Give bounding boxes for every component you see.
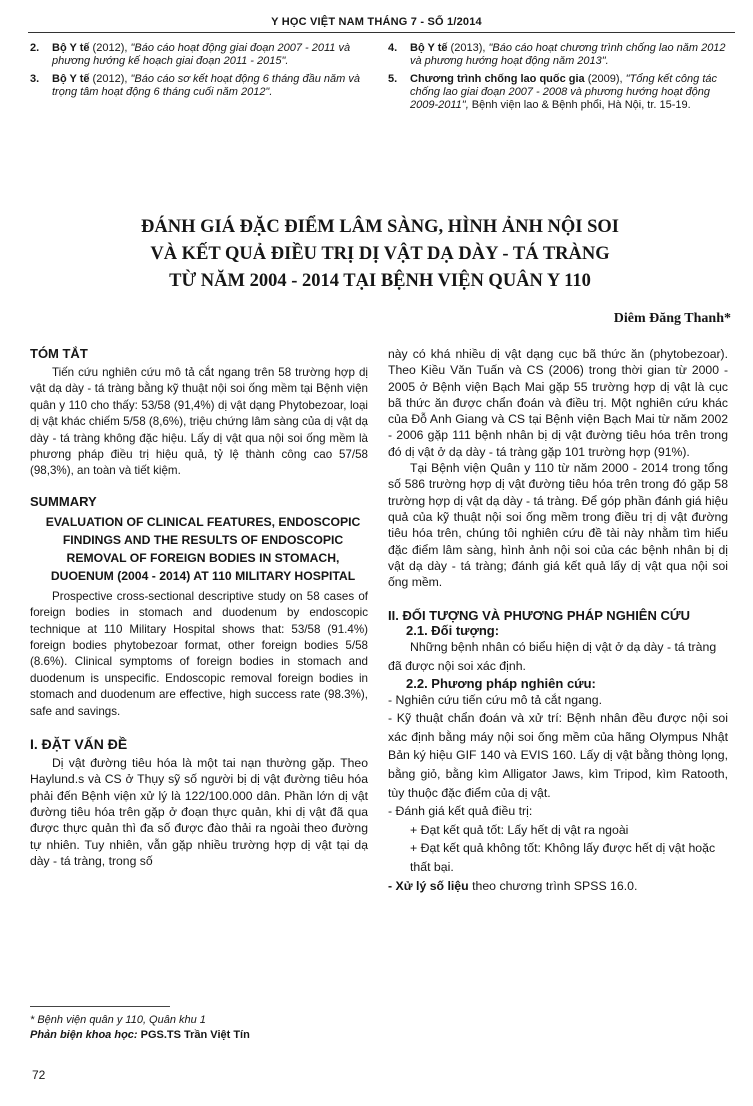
left-column bbox=[30, 346, 368, 869]
reference-year: (2012), bbox=[89, 42, 131, 54]
summary-text: Prospective cross-sectional descriptive study on 58 cases of foreign bodies in stomach and duodenum by endoscopic technique at 110 Military Hospital shows that: 53/58 (91.4%) foreign bodies phytobezoar format, other foreign bodies 5/58 (8.6%). Clinical symptoms of foreign bodies in stomach and duodenum is unspecific. Endoscopic removal foreign bodies in stomach and duodenum are effective, high success rate (98.3%), safe and savings. bbox=[30, 589, 368, 718]
reference-title: "Báo cáo hoạt động giai đoạn 2007 - 2011 và phương hướng kế hoạch giai đoạn 2011 - 2015". bbox=[52, 42, 351, 67]
footnote-affiliation: * Bệnh viện quân y 110, Quân khu 1 bbox=[30, 1014, 206, 1026]
reference-author: Bộ Y tế bbox=[410, 42, 448, 54]
reference-year: (2009), bbox=[584, 73, 626, 85]
reference-title: "Báo cáo hoạt chương trình chống lao năm 2012 và phương hướng hoạt động năm 2013". bbox=[410, 42, 726, 67]
reference-item bbox=[388, 73, 728, 112]
references-right bbox=[388, 42, 728, 117]
summary-heading: SUMMARY bbox=[30, 493, 97, 509]
subjects-text: Những bệnh nhân có biểu hiện dị vật ở dạ dày - tá tràng đã được nội soi xác định. bbox=[388, 640, 717, 674]
title-line: VÀ KẾT QUẢ ĐIỀU TRỊ DỊ VẬT DẠ DÀY - TÁ TRÀNG bbox=[150, 244, 610, 264]
introduction-heading: I. ĐẶT VẤN ĐỀ bbox=[30, 736, 128, 753]
reference-author: Bộ Y tế bbox=[52, 73, 90, 85]
english-title: EVALUATION OF CLINICAL FEATURES, ENDOSCOPIC FINDINGS AND THE RESULTS OF ENDOSCOPIC REMOVAL OF FOREIGN BODIES IN STOMACH, DUOENUM (2004 - 2014) AT 110 MILITARY HOSPITAL bbox=[45, 514, 361, 583]
abstract-heading: TÓM TẮT bbox=[30, 346, 88, 361]
reference-title: "Tổng kết công tác chống lao giai đoạn 2007 - 2008 và phương hướng hoạt động 2009-2011", bbox=[410, 73, 717, 111]
reference-author: Chương trình chống lao quốc gia bbox=[410, 73, 585, 85]
reference-rest: Bệnh viện lao & Bệnh phổi, Hà Nội, tr. 15-19. bbox=[468, 99, 691, 111]
reference-item bbox=[388, 42, 728, 68]
reference-number: 2. bbox=[30, 42, 40, 54]
introduction-continued: này có khá nhiều dị vật dạng cục bã thức ăn (phytobezoar). Theo Kiều Văn Tuấn và CS (2006) trong thời gian từ 2000 - 2005 ở Bệnh viện Bạch Mai gặp 55 trường hợp dị vật là cục bã thức ăn được chẩn đoán và điều trị. Một nghiên cứu khác của Đỗ Anh Giang và CS tại Bệnh viện Bạch Mai từ năm 2002 - 2006 gặp 111 bệnh nhân bị dị vật đường tiêu hóa trên trong đó dị vật ở dạ dày - tá tràng gặp 101 trường hợp (91%). bbox=[388, 347, 728, 459]
reference-item bbox=[30, 42, 368, 68]
abstract-text: Tiến cứu nghiên cứu mô tả cắt ngang trên 58 trường hợp dị vật dạ dày - tá tràng bằng kỹ thuật nội soi ống mềm tại Bệnh viện quân y 110 cho thấy: 53/58 (91,4%) dị vật dạng Phytobezoar, loại dị vật khác chiếm 5/58 (8,6%), triệu chứng lâm sàng của dị vật dạ dày - tá tràng không đặc hiệu. Lấy dị vật qua nội soi ống mềm là phương pháp điều trị hiệu quả, tỷ lệ thành công cao 57/58 (98,3%), an toàn và tiết kiệm. bbox=[30, 366, 368, 478]
running-header: Y HỌC VIỆT NAM THÁNG 7 - SỐ 1/2014 bbox=[271, 16, 482, 28]
title-line: TỪ NĂM 2004 - 2014 TẠI BỆNH VIỆN QUÂN Y 110 bbox=[169, 271, 591, 291]
reference-year: (2012), bbox=[89, 73, 131, 85]
method-item: - Đánh giá kết quả điều trị: bbox=[388, 804, 533, 819]
reference-year: (2013), bbox=[447, 42, 489, 54]
method-subitem: + Đạt kết quả không tốt: Không lấy được hết dị vật hoặc thất bại. bbox=[410, 841, 716, 874]
reference-item bbox=[30, 73, 368, 99]
references-left bbox=[30, 42, 368, 104]
page-number: 72 bbox=[32, 1068, 46, 1082]
footnote bbox=[30, 1013, 330, 1042]
subjects-heading: 2.1. Đối tượng: bbox=[406, 623, 500, 639]
methods-heading: II. ĐỐI TƯỢNG VÀ PHƯƠNG PHÁP NGHIÊN CỨU bbox=[388, 608, 691, 624]
reference-number: 4. bbox=[388, 42, 398, 54]
method-subitem: + Đạt kết quả tốt: Lấy hết dị vật ra ngoài bbox=[410, 822, 629, 837]
footnote-reviewer-name: PGS.TS Trần Việt Tín bbox=[140, 1028, 250, 1041]
reference-number: 5. bbox=[388, 73, 398, 85]
method-heading: 2.2. Phương pháp nghiên cứu: bbox=[406, 675, 596, 691]
introduction-paragraph-2: Tại Bệnh viện Quân y 110 từ năm 2000 - 2014 trong tổng số 586 trường hợp dị vật đường tiêu hóa trên trong đó gặp 58 trường hợp dị vật dạ dày - tá tràng. Để góp phần đánh giá hiệu quả của kỹ thuật nội soi ống mềm trong điều trị dị vật đường tiêu hóa trên, chúng tôi nghiên cứu đề tài này nhằm tìm hiểu đặc điểm lâm sàng, hình ảnh nội soi của các bệnh nhân bị dị vật dạ dày - tá tràng; đánh giá kết quả lấy dị vật qua nội soi ống mềm. bbox=[388, 461, 728, 590]
title-line: ĐÁNH GIÁ ĐẶC ĐIỂM LÂM SÀNG, HÌNH ẢNH NỘI SOI bbox=[141, 217, 619, 237]
method-item: - Kỹ thuật chẩn đoán và xử trí: Bệnh nhân đều được nội soi xác định bằng máy nội soi ống mềm của hãng Olympus Nhật Bản ký hiệu GIF 140 và EVIS 160. Lấy dị vật bằng thòng lọng, bằng giỏ, bằng kìm Alligator Jaws, kìm Tripod, kìm Ratooth, tùy thuộc đặc điểm của dị vật. bbox=[388, 711, 728, 800]
article-author: Diêm Đăng Thanh* bbox=[613, 311, 731, 326]
reference-number: 3. bbox=[30, 73, 40, 85]
method-item-bold: - Xử lý số liệu bbox=[388, 878, 469, 893]
method-item-rest: theo chương trình SPSS 16.0. bbox=[468, 878, 638, 893]
reference-author: Bộ Y tế bbox=[52, 42, 90, 54]
introduction-text: Dị vật đường tiêu hóa là một tai nạn thường gặp. Theo Haylund.s và CS ở Thụy sỹ số người bị dị vật đường tiêu hóa phải đến Bệnh viện xử lý là 122/100.000 dân. Phần lớn dị vật đường tiêu hóa trên gặp ở đoạn thực quản, khi dị vật đã qua được thực quản thì đa số được đào thải ra ngoài theo đường tự nhiên. Tuy nhiên, vẫn gặp nhiều trường hợp dị vật tại dạ dày - tá tràng, trong số bbox=[30, 756, 368, 868]
article-title bbox=[60, 214, 700, 295]
method-item: - Nghiên cứu tiến cứu mô tả cắt ngang. bbox=[388, 692, 603, 707]
reference-title: "Báo cáo sơ kết hoạt động 6 tháng đầu năm và trọng tâm hoạt động 6 tháng cuối năm 2012". bbox=[52, 73, 360, 98]
method-item bbox=[388, 877, 728, 896]
right-column bbox=[388, 346, 728, 895]
footnote-divider bbox=[30, 1006, 170, 1007]
header-divider bbox=[28, 32, 735, 33]
footnote-reviewer-label: Phản biện khoa học: bbox=[30, 1028, 141, 1041]
